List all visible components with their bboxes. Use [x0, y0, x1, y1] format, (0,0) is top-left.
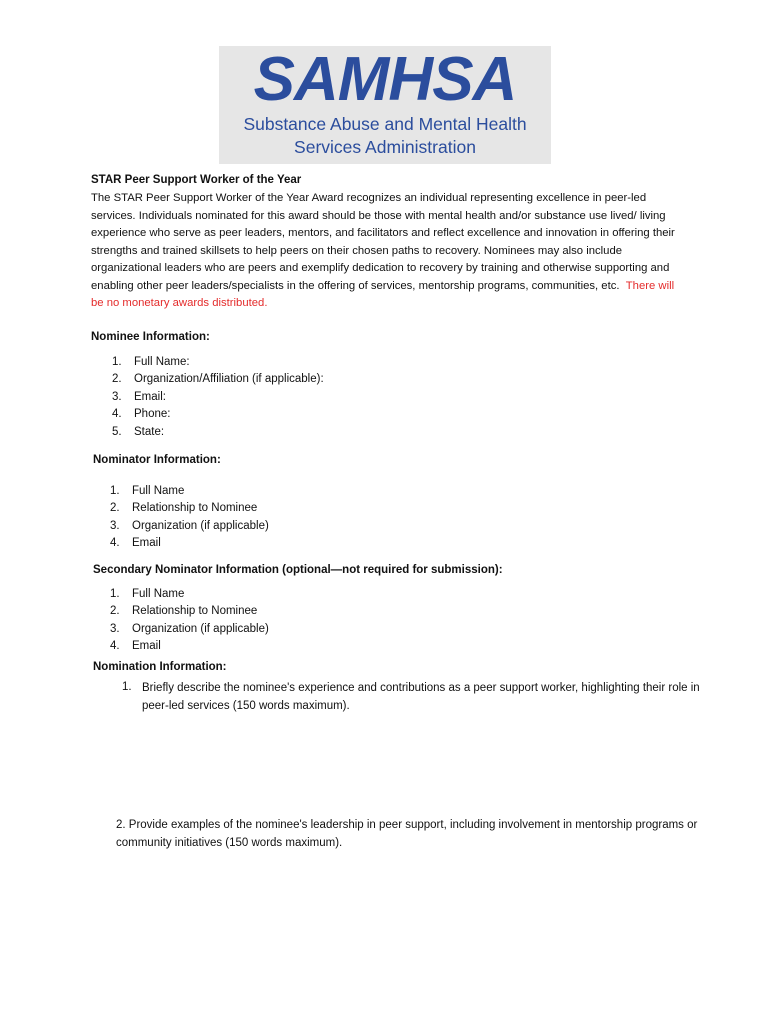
list-item: [110, 586, 269, 603]
nominator-heading: Nominator Information:: [93, 454, 221, 466]
logo-subtitle-line1: Substance Abuse and Mental Health: [243, 114, 527, 134]
list-item: [110, 603, 269, 620]
item-number: 2.: [112, 373, 122, 386]
nominee-heading: Nominee Information:: [91, 331, 210, 343]
item-number: 4.: [110, 640, 120, 653]
secondary-nominator-list: [110, 586, 269, 656]
award-description-text: The STAR Peer Support Worker of the Year Award recognizes an individual representing excellence in peer-led services. Individuals nominated for this award should be those with mental health and/or substance use lived/ living experience who serve as peer leaders, mentors, and facilitators and reflect excellence and innovation in offering their strengths and trained skillsets to help peers on their chosen paths to recovery. Nominees may also include organizational leaders who are peers and exemplify dedication to recovery by training and otherwise supporting and enabling other peer leaders/specialists in the offering of services, mentorship programs, communities, etc.: [91, 192, 675, 292]
list-item: [112, 406, 324, 423]
item-label: Phone:: [134, 408, 171, 421]
item-label: Organization/Affiliation (if applicable):: [134, 373, 324, 386]
award-title: STAR Peer Support Worker of the Year: [91, 174, 302, 186]
logo-wordmark: SAMHSA: [253, 45, 517, 114]
item-label: Full Name:: [134, 356, 190, 368]
nomination-heading: Nomination Information:: [93, 661, 227, 673]
list-item: [110, 483, 269, 500]
item-label: Email: [132, 640, 161, 653]
item-number: 3.: [110, 519, 120, 532]
list-item: [112, 389, 324, 406]
item-label: Relationship to Nominee: [132, 502, 258, 515]
list-item: [110, 500, 269, 517]
question-1-number: 1.: [122, 681, 132, 693]
question-2-text: 2. Provide examples of the nominee's leadership in peer support, including involvement in mentorship programs or community initiatives (150 words maximum).: [116, 819, 698, 849]
item-label: Organization (if applicable): [132, 519, 269, 532]
list-item: [112, 424, 324, 441]
item-number: 3.: [112, 390, 122, 403]
samhsa-logo: [219, 46, 551, 164]
monetary-note: There will be no monetary awards distributed.: [91, 279, 675, 309]
item-number: 4.: [110, 537, 120, 550]
nominee-list: [112, 354, 324, 441]
list-item: [110, 621, 269, 638]
nominator-list: [110, 483, 269, 553]
item-label: Organization (if applicable): [132, 622, 269, 635]
item-label: Relationship to Nominee: [132, 605, 258, 618]
item-label: Email: [132, 537, 161, 550]
item-number: 1.: [110, 588, 120, 600]
list-item: [110, 638, 269, 655]
item-label: Email:: [134, 390, 166, 403]
item-number: 2.: [110, 605, 120, 618]
item-number: 5.: [112, 425, 122, 438]
list-item: [110, 518, 269, 535]
award-description: [91, 190, 683, 313]
item-label: State:: [134, 425, 165, 438]
logo-subtitle-line2: Services Administration: [294, 137, 476, 157]
item-number: 1.: [112, 356, 122, 368]
item-number: 1.: [110, 485, 120, 497]
question-1-text: Briefly describe the nominee's experience and contributions as a peer support worker, highlighting their role in peer-led services (150 words maximum).: [142, 682, 700, 712]
list-item: [112, 354, 324, 371]
list-item: [110, 535, 269, 552]
list-item: [112, 371, 324, 388]
item-number: 2.: [110, 502, 120, 515]
secondary-nominator-heading: Secondary Nominator Information (optional—not required for submission):: [93, 564, 503, 576]
item-label: Full Name: [132, 588, 185, 600]
item-number: 4.: [112, 408, 122, 421]
item-number: 3.: [110, 622, 120, 635]
item-label: Full Name: [132, 485, 185, 497]
